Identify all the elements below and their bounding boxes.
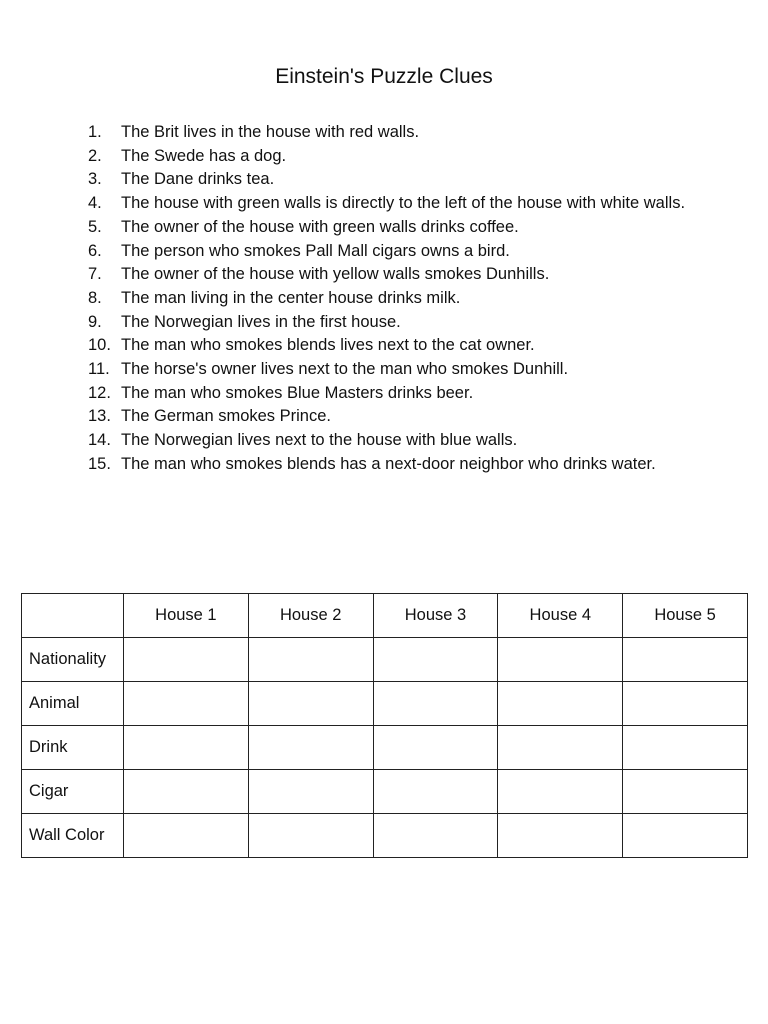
clue-text: The Dane drinks tea. [121, 170, 275, 189]
clue-number: 9. [88, 312, 102, 331]
clue-item [88, 382, 708, 406]
grid-cell [248, 726, 373, 770]
clue-text: The man living in the center house drinks milk. [121, 288, 461, 307]
clue-item [88, 263, 708, 287]
grid-cell [373, 638, 498, 682]
clue-text: The horse's owner lives next to the man who smokes Dunhill. [121, 360, 569, 379]
grid-cell [248, 638, 373, 682]
clue-item [88, 405, 708, 429]
row-header-drink: Drink [22, 726, 124, 770]
grid-cell [248, 682, 373, 726]
grid-row-nationality [22, 638, 748, 682]
clue-text: The German smokes Prince. [121, 407, 331, 426]
grid-cell [124, 770, 249, 814]
column-header-house-3: House 3 [373, 594, 498, 638]
clue-text: The Norwegian lives next to the house with blue walls. [121, 431, 518, 450]
grid-cell [373, 770, 498, 814]
row-header-nationality: Nationality [22, 638, 124, 682]
grid-cell [623, 682, 748, 726]
clue-item [88, 429, 708, 453]
grid-cell [623, 638, 748, 682]
grid-cell [124, 726, 249, 770]
grid-cell [623, 726, 748, 770]
clue-number: 7. [88, 265, 102, 284]
grid-row-wall-color [22, 814, 748, 858]
grid-cell [498, 682, 623, 726]
grid-cell [373, 814, 498, 858]
row-header-animal: Animal [22, 682, 124, 726]
grid-header-row [22, 594, 748, 638]
grid-row-animal [22, 682, 748, 726]
grid-cell [248, 814, 373, 858]
clue-number: 15. [88, 454, 111, 473]
grid-cell [248, 770, 373, 814]
clue-item [88, 240, 708, 264]
clue-number: 2. [88, 146, 102, 165]
clue-number: 11. [88, 360, 110, 379]
clue-item [88, 358, 708, 382]
clue-item [88, 453, 708, 477]
column-header-house-5: House 5 [623, 594, 748, 638]
grid-cell [373, 726, 498, 770]
clue-item [88, 168, 708, 192]
clue-number: 3. [88, 170, 102, 189]
clue-item [88, 311, 708, 335]
grid-cell [373, 682, 498, 726]
clue-item [88, 145, 708, 169]
clue-number: 13. [88, 407, 111, 426]
clue-number: 10. [88, 336, 111, 355]
grid-cell [124, 638, 249, 682]
column-header-house-2: House 2 [248, 594, 373, 638]
grid-cell [498, 770, 623, 814]
clue-text: The owner of the house with green walls drinks coffee. [121, 217, 519, 236]
page-title: Einstein's Puzzle Clues [275, 65, 493, 88]
clue-text: The owner of the house with yellow walls smokes Dunhills. [121, 265, 550, 284]
clue-text: The house with green walls is directly to the left of the house with white walls. [121, 194, 686, 213]
grid-cell [498, 726, 623, 770]
clue-number: 14. [88, 431, 111, 450]
grid-cell [623, 770, 748, 814]
clue-text: The Norwegian lives in the first house. [121, 312, 401, 331]
clue-number: 4. [88, 194, 102, 213]
column-header-house-4: House 4 [498, 594, 623, 638]
clue-item [88, 121, 708, 145]
clue-text: The man who smokes blends has a next-door neighbor who drinks water. [121, 454, 656, 473]
clue-item [88, 287, 708, 311]
row-header-wall-color: Wall Color [22, 814, 124, 858]
clue-text: The Brit lives in the house with red walls. [121, 123, 420, 141]
clue-text: The man who smokes Blue Masters drinks beer. [121, 383, 474, 402]
grid-row-drink [22, 726, 748, 770]
grid-row-cigar [22, 770, 748, 814]
column-header-house-1: House 1 [124, 594, 249, 638]
clue-text: The man who smokes blends lives next to the cat owner. [121, 336, 535, 355]
clue-number: 8. [88, 288, 102, 307]
clue-number: 5. [88, 217, 102, 236]
grid-cell [623, 814, 748, 858]
clue-number: 6. [88, 241, 102, 260]
clue-item [88, 192, 708, 216]
clue-number: 1. [88, 123, 102, 141]
grid-cell [498, 814, 623, 858]
grid-cell [498, 638, 623, 682]
grid-corner-cell [22, 594, 124, 638]
clue-item [88, 216, 708, 240]
grid-cell [124, 814, 249, 858]
clue-text: The person who smokes Pall Mall cigars owns a bird. [121, 241, 510, 260]
row-header-cigar: Cigar [22, 770, 124, 814]
clue-list [88, 121, 708, 477]
clue-text: The Swede has a dog. [121, 146, 287, 165]
clue-number: 12. [88, 383, 111, 402]
grid-cell [124, 682, 249, 726]
puzzle-grid [21, 593, 748, 858]
clue-item [88, 334, 708, 358]
